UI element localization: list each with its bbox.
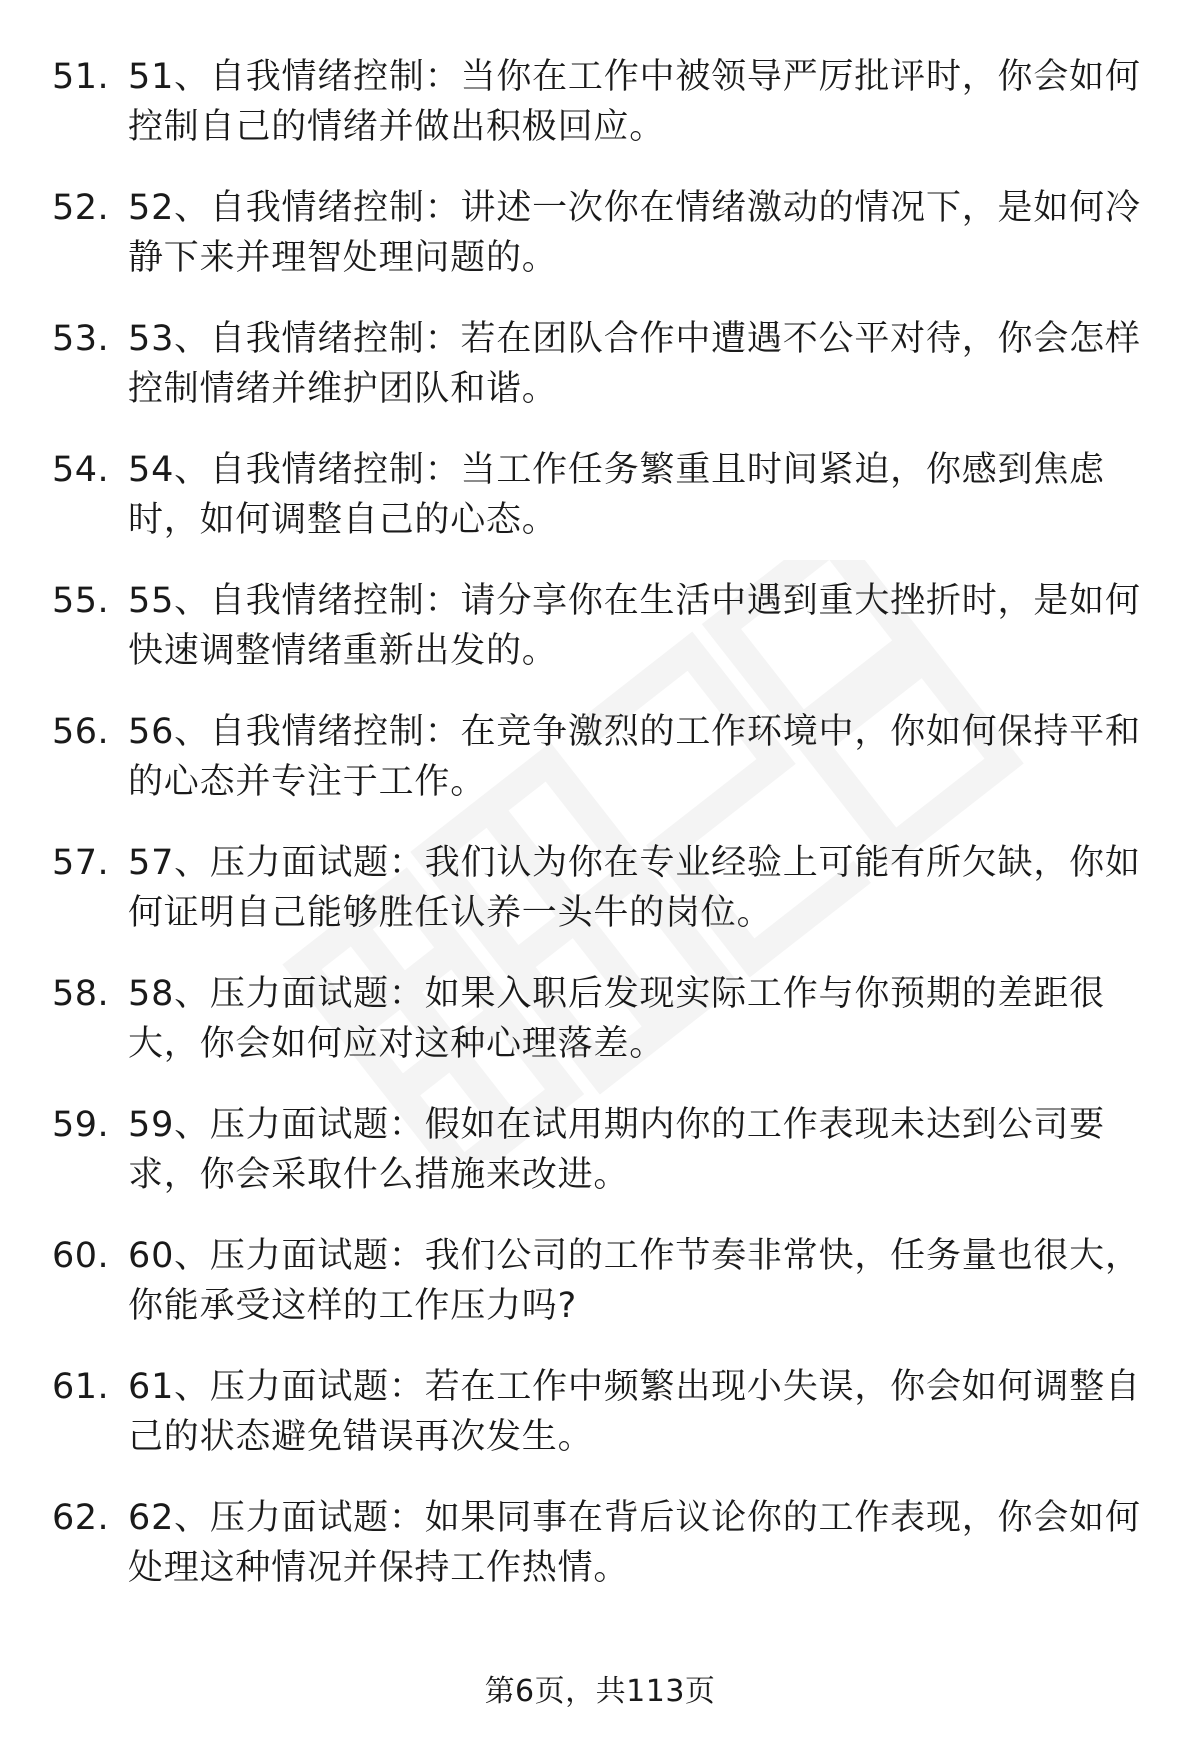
item-text [128,838,1143,938]
item-text-line: 大，你会如何应对这种心理落差。 [128,1024,666,1064]
item-text-line: 57、压力面试题：我们认为你在专业经验上可能有所欠缺，你如 [128,843,1141,883]
list-item [0,52,1200,183]
item-text-line: 你能承受这样的工作压力吗? [128,1286,577,1326]
item-text [128,969,1143,1069]
item-text [128,183,1143,283]
item-text [128,52,1143,152]
item-number: 52. [52,188,110,228]
item-text-line: 58、压力面试题：如果入职后发现实际工作与你预期的差距很 [128,974,1105,1014]
list-item [0,969,1200,1100]
item-text [128,707,1143,807]
item-number: 60. [52,1236,110,1276]
question-list [0,52,1200,1624]
item-text-line: 51、自我情绪控制：当你在工作中被领导严厉批评时，你会如何 [128,57,1141,97]
item-number: 58. [52,974,110,1014]
list-item [0,183,1200,314]
item-number: 56. [52,712,110,752]
item-text-line: 54、自我情绪控制：当工作任务繁重且时间紧迫，你感到焦虑 [128,450,1105,490]
item-text [128,1362,1143,1462]
item-text-line: 60、压力面试题：我们公司的工作节奏非常快，任务量也很大， [128,1236,1141,1276]
item-number: 61. [52,1367,110,1407]
item-text [128,314,1143,414]
item-text-line: 求，你会采取什么措施来改进。 [128,1155,630,1195]
item-number: 59. [52,1105,110,1145]
item-text-line: 静下来并理智处理问题的。 [128,238,558,278]
list-item [0,1231,1200,1362]
list-item [0,576,1200,707]
item-text-line: 55、自我情绪控制：请分享你在生活中遇到重大挫折时，是如何 [128,581,1141,621]
item-text-line: 52、自我情绪控制：讲述一次你在情绪激动的情况下，是如何冷 [128,188,1141,228]
item-text [128,1100,1143,1200]
item-text-line: 的心态并专注于工作。 [128,762,487,802]
item-text-line: 控制情绪并维护团队和谐。 [128,369,558,409]
item-text-line: 61、压力面试题：若在工作中频繁出现小失误，你会如何调整自 [128,1367,1141,1407]
item-number: 55. [52,581,110,621]
page-footer: 第6页，共113页 [484,1674,716,1709]
item-text [128,576,1143,676]
list-item [0,1493,1200,1624]
item-number: 51. [52,57,110,97]
item-text-line: 62、压力面试题：如果同事在背后议论你的工作表现，你会如何 [128,1498,1141,1538]
item-text-line: 59、压力面试题：假如在试用期内你的工作表现未达到公司要 [128,1105,1105,1145]
list-item [0,314,1200,445]
item-number: 57. [52,843,110,883]
item-text-line: 何证明自己能够胜任认养一头牛的岗位。 [128,893,773,933]
item-number: 62. [52,1498,110,1538]
list-item [0,838,1200,969]
item-number: 53. [52,319,110,359]
list-item [0,1100,1200,1231]
item-text [128,1493,1143,1593]
item-text [128,1231,1143,1331]
item-text [128,445,1143,545]
item-text-line: 时，如何调整自己的心态。 [128,500,558,540]
item-text-line: 56、自我情绪控制：在竞争激烈的工作环境中，你如何保持平和 [128,712,1141,752]
item-text-line: 处理这种情况并保持工作热情。 [128,1548,630,1588]
list-item [0,707,1200,838]
list-item [0,1362,1200,1493]
item-text-line: 己的状态避免错误再次发生。 [128,1417,594,1457]
item-text-line: 快速调整情绪重新出发的。 [128,631,558,671]
list-item [0,445,1200,576]
item-number: 54. [52,450,110,490]
item-text-line: 控制自己的情绪并做出积极回应。 [128,107,666,147]
item-text-line: 53、自我情绪控制：若在团队合作中遭遇不公平对待，你会怎样 [128,319,1141,359]
